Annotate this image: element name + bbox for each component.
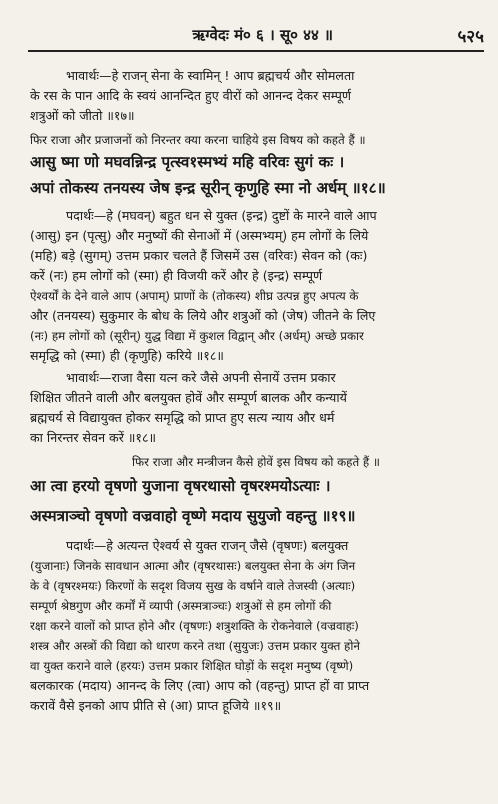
text-line: ऐश्वर्यों के देने वाले आप (अपाम्) प्राणों के (तोकस्य) शीघ्र उत्पन्न हुए अपत्य के xyxy=(30,289,359,303)
page-number: ५२५ xyxy=(457,26,484,47)
text-line: शत्रुओं को जीतो ॥१७॥ xyxy=(30,108,135,123)
header-rule xyxy=(28,50,484,52)
text-line: रक्षा करने वालों को प्राप्त होने और (वृषणः) शत्रुशक्ति के रोकनेवाले (वज्रवाहः) xyxy=(30,619,359,633)
text-line: भावार्थः—राजा वैसा यत्न करे जैसे अपनी सेनायें उत्तम प्रकार xyxy=(66,370,336,385)
text-line: समृद्धि को (स्मा) ही (कृणुहि) करिये ॥१८॥ xyxy=(30,348,224,363)
text-line: (नः) हम लोगों को (सूरीन्) युद्ध विद्या में कुशल विद्वान् और (अर्धम्) अच्छे प्रकार xyxy=(30,329,364,343)
mantra-line: आसु ष्मा णो मघवन्निन्द्र पृत्स्व१स्मभ्यं महि वरिवः सुगं कः । xyxy=(30,153,345,171)
text-line: करावें वैसे इनको आप प्रीति से (आ) प्राप्त हूजिये ॥१९॥ xyxy=(30,698,282,713)
text-line: सम्पूर्ण श्रेष्ठगुण और कर्मों में व्यापी (अस्मत्राञ्चः) शत्रुओं से हम लोगों की xyxy=(30,599,332,613)
text-line: के रस के पान आदि के स्वयं आनन्दित हुए वीरों को आनन्द देकर सम्पूर्ण xyxy=(30,88,352,103)
mantra-line: अस्मत्राञ्चो वृषणो वज्रवाहो वृष्णे मदाय सुयुजो वहन्तु ॥१९॥ xyxy=(30,507,356,525)
text-line: (महि) बड़े (सुगम्) उत्तम प्रकार चलते हैं जिसमें उस (वरिवः) सेवन को (कः) xyxy=(30,248,368,263)
running-title: ऋग्वेदः मं० ६ । सू० ४४ ॥ xyxy=(192,26,333,44)
text-line: शस्त्र और अस्त्रों की विद्या को धारण करने तथा (सुयुजः) उत्तम प्रकार युक्त होने xyxy=(30,639,360,653)
text-line: भावार्थः—हे राजन् सेना के स्वामिन् ! आप ब्रह्मचर्य और सोमलता xyxy=(66,68,355,83)
running-header xyxy=(28,22,484,48)
text-line: बलकारक (मदाय) आनन्द के लिए (त्वा) आप को (वहन्तु) प्राप्त हों वा प्राप्त xyxy=(30,678,370,693)
text-line: करें (नः) हम लोगों को (स्मा) ही विजयी करें और हे (इन्द्र) सम्पूर्ण xyxy=(30,268,323,283)
text-line: फिर राजा और प्रजाजनों को निरन्तर क्या करना चाहिये इस विषय को कहते हैं ॥ xyxy=(30,133,366,147)
text-line: पदार्थः—हे (मघवन्) बहुत धन से युक्त (इन्द्र) दुष्टों के मारने वाले आप xyxy=(66,208,377,223)
text-line: वा युक्त कराने वाले (हरयः) उत्तम प्रकार शिक्षित घोड़ों के सदृश मनुष्य (वृष्णे) xyxy=(30,659,354,673)
text-line: शिक्षित जीतने वाली और बलयुक्त होवें और सम्पूर्ण बालक और कन्यायें xyxy=(30,390,347,405)
text-line: ब्रह्मचर्य से विद्यायुक्त होकर समृद्धि को प्राप्त हुए सत्य न्याय और धर्म xyxy=(30,410,335,425)
text-line: के वे (वृषरश्मयः) किरणों के सदृश विजय सुख के वर्षाने वाले तेजस्वी (अत्याः) xyxy=(30,579,356,593)
mantra-line: अपां तोकस्य तनयस्य जेष इन्द्र सूरीन् कृणुहि स्मा नो अर्धम् ॥१८॥ xyxy=(30,179,386,197)
text-line: और (तनयस्य) सुकुमार के बोध के लिये और शत्रुओं को (जेष) जीतने के लिए xyxy=(30,308,376,323)
text-line: फिर राजा और मन्त्रीजन कैसे होवें इस विषय को कहते हैं ॥ xyxy=(131,455,380,469)
text-line: (आसु) इन (पृत्सु) और मनुष्यों की सेनाओं में (अस्मभ्यम्) हम लोगों के लिये xyxy=(30,228,369,243)
mantra-line: आ त्वा हरयो वृषणो युजाना वृषरथासो वृषरश्मयोऽत्याः । xyxy=(30,477,331,495)
text-line: पदार्थः—हे अत्यन्त ऐश्वर्य से युक्त राजन् जैसे (वृषणः) बलयुक्त xyxy=(66,538,349,553)
text-line: (युजानाः) जिनके सावधान आत्मा और (वृषरथासः) बलयुक्त सेना के अंग जिन xyxy=(30,559,356,573)
text-line: का निरन्तर सेवन करें ॥१८॥ xyxy=(30,430,157,445)
